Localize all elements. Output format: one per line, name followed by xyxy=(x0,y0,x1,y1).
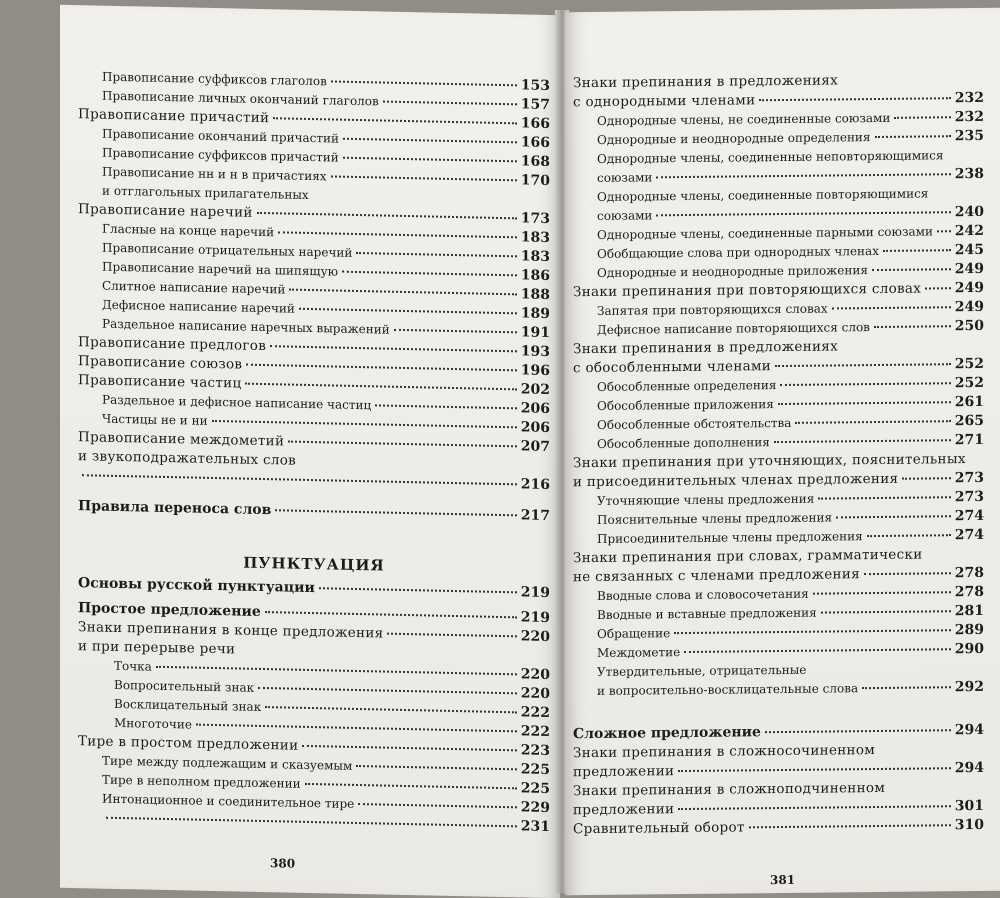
dot-leader xyxy=(778,400,951,405)
toc-entry-page: 274 xyxy=(954,507,984,525)
dot-leader xyxy=(836,514,951,518)
toc-entry-text: Вопросительный знак xyxy=(114,677,255,695)
toc-entry-page: 278 xyxy=(954,564,984,582)
toc-entry-page: 232 xyxy=(954,89,984,107)
toc-entry-page: 193 xyxy=(520,343,550,361)
toc-entry-page: 183 xyxy=(520,248,550,266)
dot-leader xyxy=(288,440,516,448)
toc-entry-text: Дефисное написание наречий xyxy=(102,297,295,316)
toc-entry-text: Обособленные определения xyxy=(597,378,777,394)
right-toc xyxy=(565,70,1000,840)
toc-entry-page: 216 xyxy=(520,476,550,494)
toc-entry-page: 207 xyxy=(520,438,550,456)
open-book xyxy=(40,10,1000,893)
toc-entry-page: 166 xyxy=(520,134,550,152)
dot-leader xyxy=(656,172,950,178)
toc-entry-page: 225 xyxy=(520,780,550,798)
toc-entry-page: 219 xyxy=(520,609,550,627)
toc-entry-text: Правописание суффиксов глаголов xyxy=(102,69,327,89)
dot-leader xyxy=(257,211,517,219)
toc-entry-page: 206 xyxy=(520,400,550,418)
toc-entry-page: 294 xyxy=(954,759,984,777)
toc-entry-page: 219 xyxy=(520,584,550,602)
toc-entry-page: 250 xyxy=(954,317,984,335)
toc-entry-text: Правописание частиц xyxy=(78,372,242,392)
toc-entry-page: 274 xyxy=(954,526,984,544)
toc-entry-text: Обособленные обстоятельства xyxy=(597,415,792,432)
toc-entry-text: Тире в простом предложении xyxy=(78,733,299,754)
toc-entry-page: 281 xyxy=(954,602,984,620)
toc-entry-text: Правописание союзов xyxy=(78,353,243,373)
toc-entry-page: 220 xyxy=(520,666,550,684)
dot-leader xyxy=(780,381,950,386)
toc-entry-text: Знаки препинания в конце предложения xyxy=(78,619,384,642)
toc-entry-text: Знаки препинания в предложениях xyxy=(573,338,839,358)
toc-entry-text: Точка xyxy=(114,658,152,674)
toc-entry-text: Основы русской пунктуации xyxy=(78,575,315,597)
dot-leader xyxy=(106,816,517,828)
dot-leader xyxy=(678,804,950,810)
dot-leader xyxy=(394,328,517,334)
toc-entry-page: 238 xyxy=(954,165,984,183)
toc-entry-text: Тире между подлежащим и сказуемым xyxy=(102,753,353,773)
toc-entry-text: Знаки препинания в сложносочиненном xyxy=(573,742,876,762)
toc-entry-text: Правописание причастий xyxy=(78,106,270,127)
toc-entry-page: 222 xyxy=(520,723,550,741)
toc-entry-text: Правописание нн и н в причастиях xyxy=(102,164,327,184)
dot-leader xyxy=(343,156,517,163)
toc-entry-page: 271 xyxy=(954,431,984,449)
toc-entry-page: 242 xyxy=(954,222,984,240)
toc-entry-text: Обособленные приложения xyxy=(597,397,774,413)
toc-entry-text: Однородные и неоднородные определения xyxy=(597,130,871,147)
dot-leader xyxy=(867,533,951,537)
toc-entry-text: Однородные члены, соединенные парными союзами xyxy=(597,224,933,242)
toc-entry-page: 173 xyxy=(520,210,550,228)
toc-entry-page: 225 xyxy=(520,761,550,779)
dot-leader xyxy=(289,288,516,296)
toc-entry-text: Раздельное написание наречных выражений xyxy=(102,316,390,337)
toc-entry-text: Правописание наречий xyxy=(78,201,253,221)
toc-entry-page: 191 xyxy=(520,324,550,342)
dot-leader xyxy=(872,267,951,271)
toc-entry xyxy=(573,816,984,839)
toc-entry-page: 206 xyxy=(520,419,550,437)
toc-entry-text: с обособленными членами xyxy=(573,358,772,377)
toc-entry-text: Однородные члены, соединенные повторяющимися xyxy=(597,186,929,204)
toc-entry-text: Запятая при повторяющихся словах xyxy=(597,301,828,318)
dot-leader xyxy=(196,723,517,733)
toc-entry-text: Знаки препинания при словах, грамматически xyxy=(573,546,923,567)
dot-leader xyxy=(278,230,517,238)
dot-leader xyxy=(387,632,516,638)
toc-entry-text: предложении xyxy=(573,801,675,819)
toc-entry-page: 235 xyxy=(954,127,984,145)
toc-entry-text: Правописание наречий на шипящую xyxy=(102,259,339,279)
dot-leader xyxy=(156,665,517,676)
toc-entry-text: не связанных с членами предложения xyxy=(573,566,860,586)
toc-entry-text: Сравнительный оборот xyxy=(573,819,745,838)
toc-entry-text: и вопросительно-восклицательные слова xyxy=(597,681,859,698)
toc-entry-text: и отглагольных прилагательных xyxy=(102,183,309,202)
toc-entry-text: Восклицательный знак xyxy=(114,696,262,714)
toc-entry-page: 189 xyxy=(520,305,550,323)
toc-entry-page: 188 xyxy=(520,286,550,304)
toc-entry-page: 183 xyxy=(520,229,550,247)
dot-leader xyxy=(305,782,517,789)
dot-leader xyxy=(774,438,951,443)
toc-entry-page: 249 xyxy=(954,298,984,316)
toc-entry-text: Вводные слова и словосочетания xyxy=(597,586,809,603)
dot-leader xyxy=(342,270,517,277)
dot-leader xyxy=(275,508,516,516)
dot-leader xyxy=(319,586,517,593)
toc-entry-text: Правописание суффиксов причастий xyxy=(102,145,339,165)
toc-entry-page: 265 xyxy=(954,412,984,430)
toc-entry-page: 157 xyxy=(520,96,550,114)
dot-leader xyxy=(864,571,951,575)
toc-entry-text: Тире в неполном предложении xyxy=(102,772,301,791)
toc-entry-text: Слитное написание наречий xyxy=(102,278,286,297)
dot-leader xyxy=(749,823,951,828)
toc-entry-text: Пояснительные члены предложения xyxy=(597,510,833,527)
toc-entry-page: 222 xyxy=(520,704,550,722)
toc-entry-page: 301 xyxy=(954,797,984,815)
dot-leader xyxy=(246,363,516,372)
right-page xyxy=(565,8,1000,896)
toc-entry-page: 292 xyxy=(954,678,984,696)
left-toc xyxy=(60,67,560,837)
toc-entry-text: Знаки препинания при уточняющих, пояснительных xyxy=(573,451,966,472)
dot-leader xyxy=(331,174,517,181)
toc-entry-text: Однородные и неоднородные приложения xyxy=(597,263,868,280)
dot-leader xyxy=(937,229,951,232)
dot-leader xyxy=(775,362,951,367)
dot-leader xyxy=(874,324,951,328)
toc-entry-page: 245 xyxy=(954,241,984,259)
dot-leader xyxy=(678,766,950,772)
dot-leader xyxy=(82,473,517,485)
left-page xyxy=(60,5,560,898)
dot-leader xyxy=(212,419,517,428)
toc-entry-text: Вводные и вставные предложения xyxy=(597,605,817,622)
toc-entry-page: 249 xyxy=(954,279,984,297)
toc-entry-page: 229 xyxy=(520,799,550,817)
toc-entry-page: 310 xyxy=(954,816,984,834)
dot-leader xyxy=(656,210,950,216)
dot-leader xyxy=(245,382,516,391)
toc-entry-text: Знаки препинания в предложениях xyxy=(573,72,839,92)
toc-entry-page: 252 xyxy=(954,355,984,373)
toc-entry-text: Обращение xyxy=(597,626,671,641)
toc-entry-page: 170 xyxy=(520,172,550,190)
toc-entry-text: Однородные члены, соединенные неповторяющимися xyxy=(597,148,944,166)
toc-entry-text: Гласные на конце наречий xyxy=(102,221,275,240)
toc-entry-text: Простое предложение xyxy=(78,600,261,620)
toc-entry-page: 294 xyxy=(954,721,984,739)
toc-entry-text: Правописание личных окончаний глаголов xyxy=(102,88,379,109)
dot-leader xyxy=(894,115,950,119)
dot-leader xyxy=(273,116,516,124)
dot-leader xyxy=(356,251,516,257)
dot-leader xyxy=(795,419,950,424)
toc-entry-text: Многоточие xyxy=(114,715,192,732)
dot-leader xyxy=(813,590,951,594)
dot-leader xyxy=(356,764,516,770)
toc-entry-text: Присоединительные члены предложения xyxy=(597,529,863,546)
dot-leader xyxy=(343,137,517,144)
dot-leader xyxy=(258,686,517,694)
toc-entry-page: 153 xyxy=(520,77,550,95)
dot-leader xyxy=(902,476,950,480)
toc-entry-text: Однородные члены, не соединенные союзами xyxy=(597,110,891,128)
dot-leader xyxy=(821,609,951,613)
dot-leader xyxy=(875,134,951,138)
toc-entry-page: 217 xyxy=(520,507,550,525)
dot-leader xyxy=(765,728,951,733)
dot-leader xyxy=(383,100,517,106)
dot-leader xyxy=(265,705,517,713)
toc-entry-text: Частицы не и ни xyxy=(102,411,208,428)
toc-entry-text: Дефисное написание повторяющихся слов xyxy=(597,320,870,337)
toc-entry-text: и звукоподражательных слов xyxy=(78,448,297,469)
toc-entry-page: 223 xyxy=(520,742,550,760)
toc-entry-page: 273 xyxy=(954,469,984,487)
dot-leader xyxy=(759,96,950,101)
dot-leader xyxy=(302,744,516,751)
toc-entry-page: 220 xyxy=(520,685,550,703)
toc-entry-text: союзами xyxy=(597,208,653,223)
dot-leader xyxy=(818,495,950,499)
toc-entry-page: 232 xyxy=(954,108,984,126)
toc-entry-text: Междометие xyxy=(597,645,681,660)
section-heading: ПУНКТУАЦИЯ xyxy=(243,553,385,575)
dot-leader xyxy=(684,647,951,653)
toc-entry-text: Утвердительные, отрицательные xyxy=(597,662,807,679)
toc-entry-page: 252 xyxy=(954,374,984,392)
toc-entry-page: 240 xyxy=(954,203,984,221)
toc-entry-text: Правила переноса слов xyxy=(78,498,272,519)
toc-entry-text: Знаки препинания в сложноподчиненном xyxy=(573,779,886,800)
toc-entry-page: 289 xyxy=(954,621,984,639)
page-number: 380 xyxy=(270,856,296,871)
dot-leader xyxy=(331,79,517,86)
toc-entry-text: Обобщающие слова при однородных членах xyxy=(597,243,879,261)
toc-entry-page: 290 xyxy=(954,640,984,658)
toc-entry-page: 278 xyxy=(954,583,984,601)
toc-entry-text: и при перерыве речи xyxy=(78,638,236,658)
toc-entry-text: Уточняющие члены предложения xyxy=(597,491,815,508)
toc-entry-page: 249 xyxy=(954,260,984,278)
toc-entry-page: 202 xyxy=(520,381,550,399)
page-number: 381 xyxy=(770,872,796,888)
dot-leader xyxy=(265,610,517,618)
dot-leader xyxy=(832,305,951,309)
dot-leader xyxy=(299,307,517,315)
toc-entry-page: 231 xyxy=(520,818,550,836)
toc-entry-page: 166 xyxy=(520,115,550,133)
toc-entry-text: Правописание предлогов xyxy=(78,334,267,355)
toc-entry-text: и присоединительных членах предложения xyxy=(573,470,899,491)
toc-entry-text: Правописание окончаний причастий xyxy=(102,126,340,146)
dot-leader xyxy=(862,685,951,689)
toc-entry-text: Правописание отрицательных наречий xyxy=(102,240,353,260)
dot-leader xyxy=(270,344,517,352)
toc-entry-text: Раздельное и дефисное написание частиц xyxy=(102,392,372,413)
dot-leader xyxy=(358,802,517,808)
toc-entry-text: Сложное предложение xyxy=(573,724,761,743)
toc-entry-text: союзами xyxy=(597,170,653,185)
toc-entry-page: 186 xyxy=(520,267,550,285)
dot-leader xyxy=(674,628,951,634)
toc-entry-text: Знаки препинания при повторяющихся словах xyxy=(573,280,922,301)
toc-entry-page: 273 xyxy=(954,488,984,506)
toc-entry-text: Интонационное и соединительное тире xyxy=(102,791,355,811)
dot-leader xyxy=(375,403,517,409)
toc-entry-page: 168 xyxy=(520,153,550,171)
dot-leader xyxy=(925,286,951,289)
toc-entry-text: Обособленные дополнения xyxy=(597,435,770,451)
toc-entry-text: предложении xyxy=(573,763,675,781)
dot-leader xyxy=(883,248,951,252)
toc-entry-page: 220 xyxy=(520,628,550,646)
toc-entry-page: 261 xyxy=(954,393,984,411)
toc-entry-page: 196 xyxy=(520,362,550,380)
toc-entry-text: с однородными членами xyxy=(573,92,756,111)
toc-entry-text: Правописание междометий xyxy=(78,429,285,450)
